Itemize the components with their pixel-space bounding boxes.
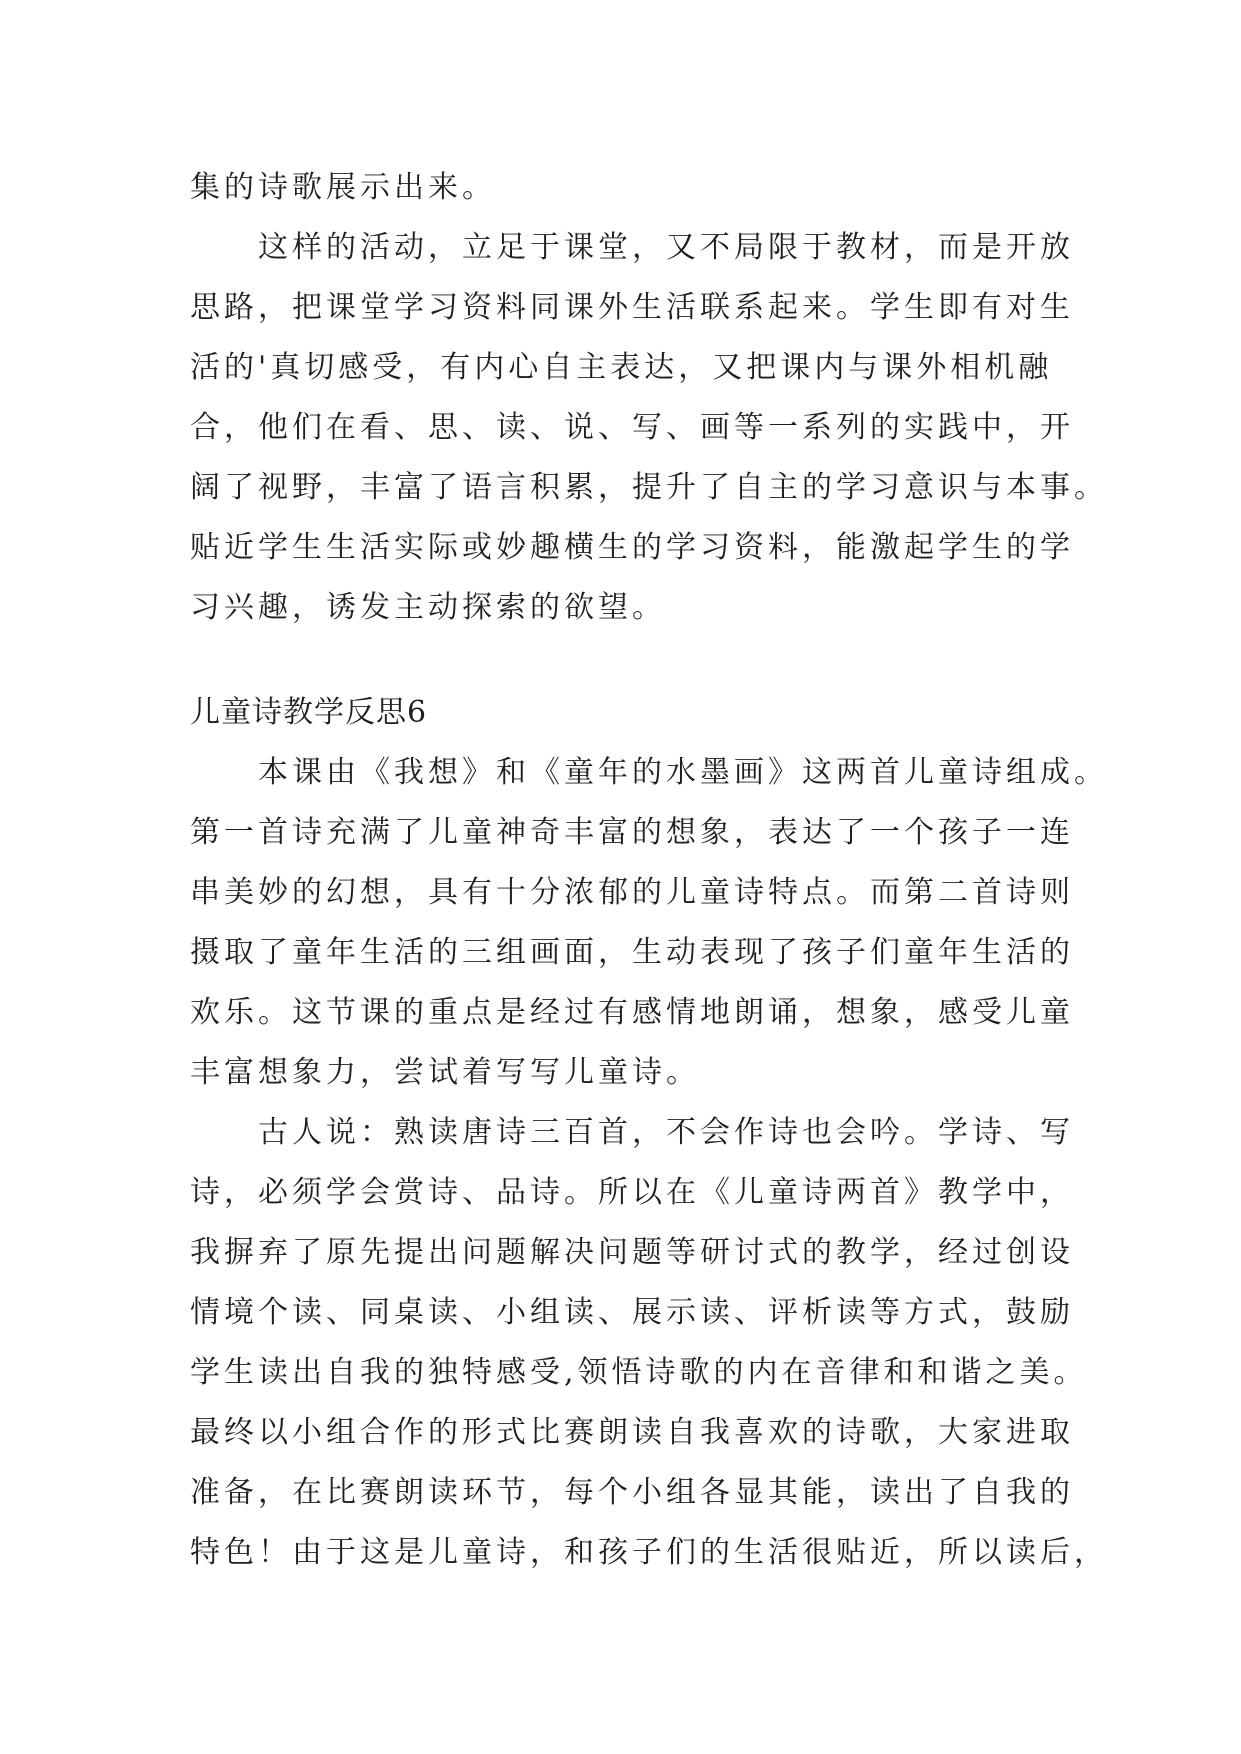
paragraph-2-line: 丰富想象力，尝试着写写儿童诗。 bbox=[190, 1055, 700, 1090]
section-spacer bbox=[190, 638, 1060, 683]
paragraph-2-line: 串美妙的幻想，具有十分浓郁的儿童诗特点。而第二首诗则 bbox=[190, 875, 1074, 910]
paragraph-1-line: 思路，把课堂学习资料同课外生活联系起来。学生即有对生 bbox=[190, 290, 1074, 325]
paragraph-1-line: 活的'真切感受，有内心自主表达，又把课内与课外相机融 bbox=[190, 350, 1053, 385]
paragraph-1-line: 这样的活动，立足于课堂，又不局限于教材，而是开放 bbox=[258, 230, 1074, 265]
paragraph-1-line: 习兴趣，诱发主动探索的欲望。 bbox=[190, 590, 666, 625]
paragraph-2-line: 欢乐。这节课的重点是经过有感情地朗诵，想象，感受儿童 bbox=[190, 995, 1074, 1030]
paragraph-1-line: 阔了视野，丰富了语言积累，提升了自主的学习意识与本事。 bbox=[190, 470, 1108, 505]
paragraph-3-line: 诗，必须学会赏诗、品诗。所以在《儿童诗两首》教学中， bbox=[190, 1175, 1074, 1210]
paragraph-2-line: 摄取了童年生活的三组画面，生动表现了孩子们童年生活的 bbox=[190, 935, 1074, 970]
paragraph-3-line: 情境个读、同桌读、小组读、展示读、评析读等方式，鼓励 bbox=[190, 1295, 1074, 1330]
paragraph-3-line: 学生读出自我的独特感受,领悟诗歌的内在音律和和谐之美。 bbox=[190, 1355, 1088, 1390]
paragraph-3-line: 最终以小组合作的形式比赛朗读自我喜欢的诗歌，大家进取 bbox=[190, 1415, 1074, 1450]
paragraph-3-line: 特色！由于这是儿童诗，和孩子们的生活很贴近，所以读后， bbox=[190, 1535, 1108, 1570]
fragment-line: 集的诗歌展示出来。 bbox=[190, 170, 496, 205]
paragraph-3-line: 准备，在比赛朗读环节，每个小组各显其能，读出了自我的 bbox=[190, 1475, 1074, 1510]
section-title: 儿童诗教学反思6 bbox=[190, 695, 428, 730]
paragraph-2-line: 第一首诗充满了儿童神奇丰富的想象，表达了一个孩子一连 bbox=[190, 815, 1074, 850]
paragraph-3-line: 我摒弃了原先提出问题解决问题等研讨式的教学，经过创设 bbox=[190, 1235, 1074, 1270]
paragraph-3-line: 古人说：熟读唐诗三百首，不会作诗也会吟。学诗、写 bbox=[258, 1115, 1074, 1150]
document-body bbox=[190, 158, 1108, 1583]
paragraph-2-line: 本课由《我想》和《童年的水墨画》这两首儿童诗组成。 bbox=[258, 755, 1108, 790]
paragraph-1-line: 合，他们在看、思、读、说、写、画等一系列的实践中，开 bbox=[190, 410, 1074, 445]
paragraph-1-line: 贴近学生生活实际或妙趣横生的学习资料，能激起学生的学 bbox=[190, 530, 1074, 565]
